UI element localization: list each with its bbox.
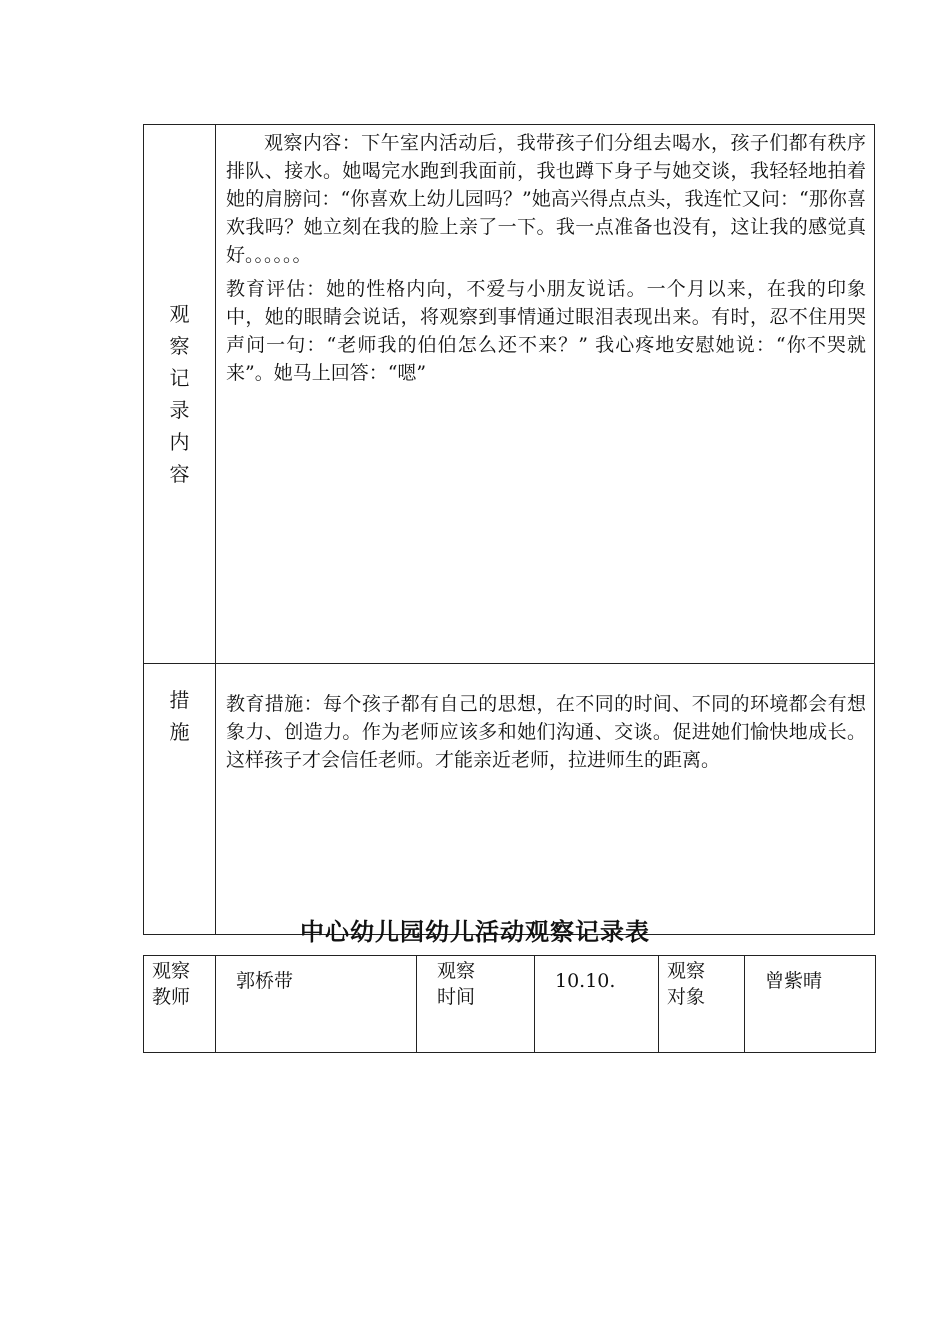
label-char: 施	[169, 720, 190, 744]
label-char: 观	[169, 302, 190, 326]
label-char: 记	[169, 366, 190, 390]
teacher-value-cell	[216, 956, 417, 1053]
label-char: 内	[169, 430, 190, 454]
observation-record-label-text	[144, 298, 215, 490]
time-value: 10.10.	[555, 970, 616, 992]
measures-content-paragraph: 教育措施：每个孩子都有自己的思想，在不同的时间、不同的环境都会有想象力、创造力。作为老师应该多和她们沟通、交谈。促进她们愉快地成长。这样孩子才会信任老师。才能亲近老师，拉进师生的距离。	[226, 693, 866, 771]
teacher-label-line: 教师	[152, 986, 191, 1008]
observation-record-label	[144, 125, 216, 664]
observation-record-content	[216, 125, 875, 664]
subject-label-line: 对象	[667, 986, 706, 1008]
info-row	[144, 956, 876, 1053]
teacher-value: 郭桥带	[236, 970, 294, 992]
subject-value-cell	[745, 956, 876, 1053]
form-title: 中心幼儿园幼儿活动观察记录表	[300, 918, 650, 946]
time-label	[417, 956, 535, 1053]
subject-value: 曾紫晴	[765, 970, 823, 992]
label-char: 录	[169, 398, 190, 422]
subject-label	[659, 956, 745, 1053]
time-value-cell	[535, 956, 659, 1053]
observation-record-table	[143, 124, 875, 935]
time-label-line: 观察	[437, 960, 476, 982]
label-char: 察	[169, 334, 190, 358]
time-label-line: 时间	[437, 986, 476, 1008]
measures-label	[144, 664, 216, 935]
label-char: 措	[169, 688, 190, 712]
observation-row	[144, 125, 875, 664]
measures-row	[144, 664, 875, 935]
evaluation-content-paragraph: 教育评估：她的性格内向，不爱与小朋友说话。一个月以来，在我的印象中，她的眼睛会说话，将观察到事情通过眼泪表现出来。有时，忍不住用哭声问一句：“老师我的伯伯怎么还不来？” 我心疼地安慰她说：“你不哭就来”。她马上回答：“嗯”	[226, 278, 866, 384]
teacher-label	[144, 956, 216, 1053]
measures-label-text	[144, 684, 215, 748]
info-table	[143, 955, 876, 1053]
measures-content	[216, 664, 875, 935]
observation-content-paragraph: 观察内容：下午室内活动后，我带孩子们分组去喝水，孩子们都有秩序排队、接水。她喝完水跑到我面前，我也蹲下身子与她交谈，我轻轻地拍着她的肩膀问：“你喜欢上幼儿园吗？”她高兴得点点头，我连忙又问：“那你喜欢我吗？她立刻在我的脸上亲了一下。我一点准备也没有，这让我的感觉真好。。。。。。	[226, 132, 866, 266]
subject-label-line: 观察	[667, 960, 706, 982]
teacher-label-line: 观察	[152, 960, 191, 982]
label-char: 容	[169, 462, 190, 486]
